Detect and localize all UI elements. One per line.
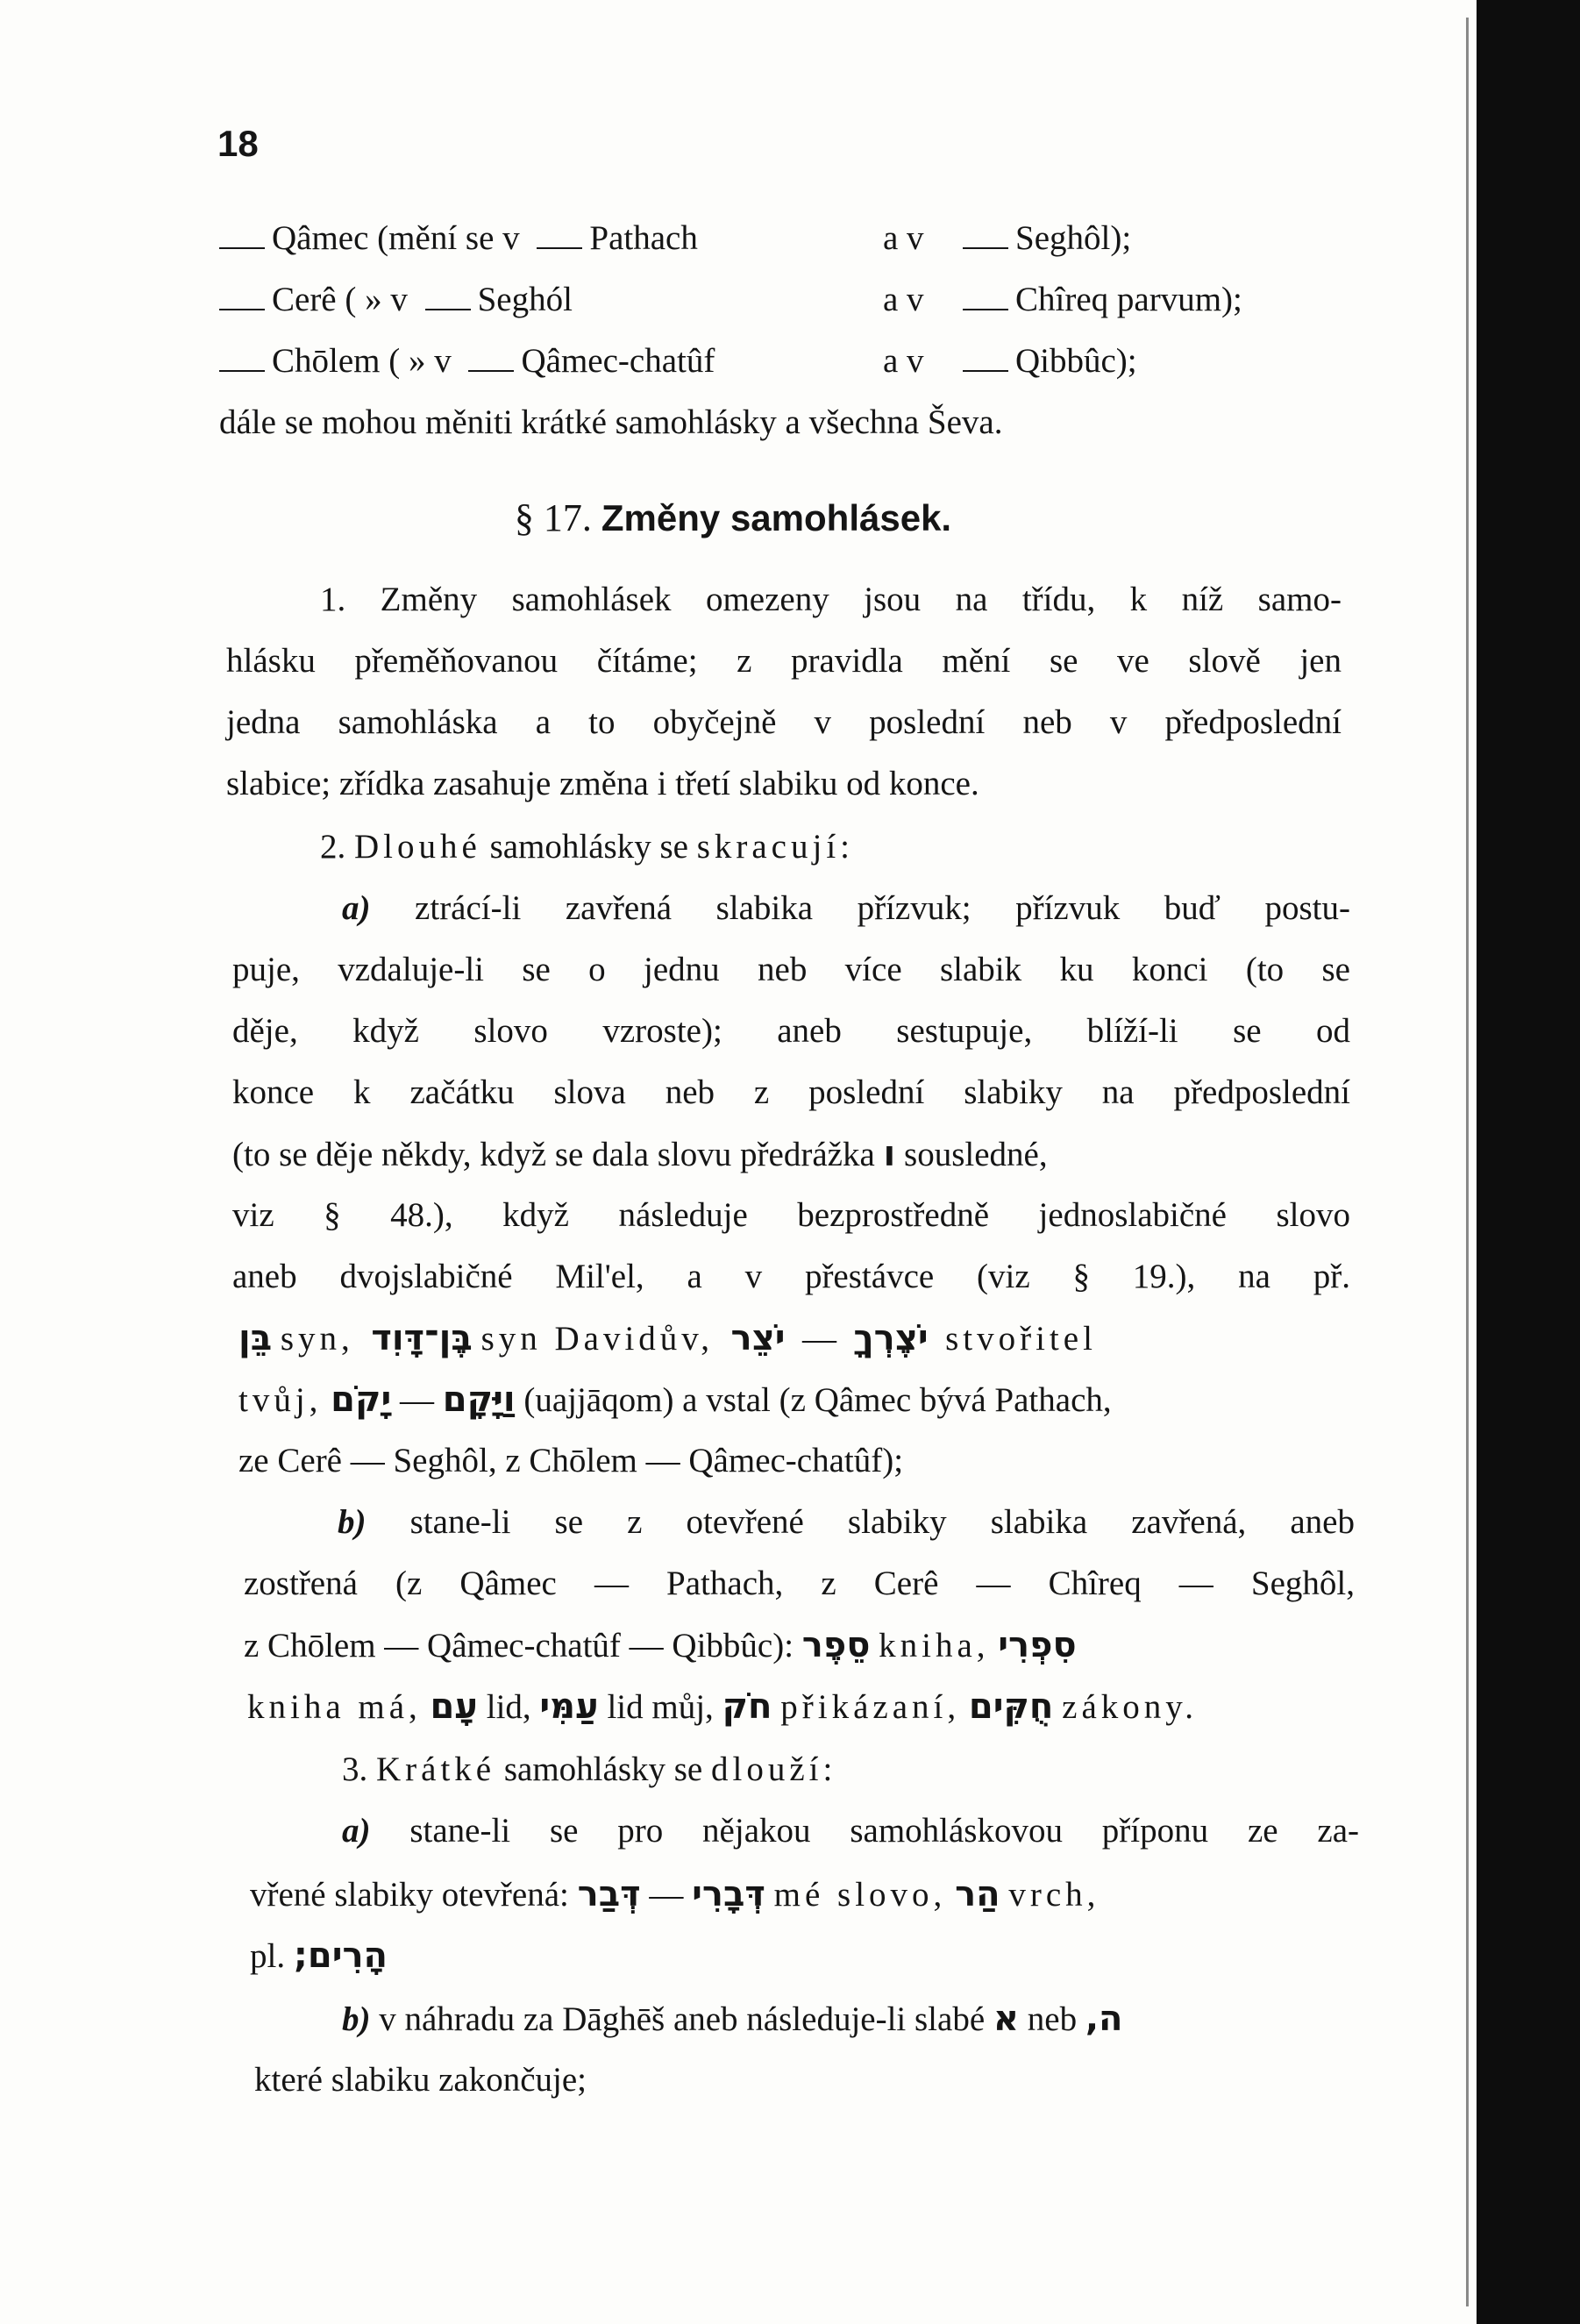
paragraph-line: (to se děje někdy, když se dala slovu předrážka ו sousledné, <box>232 1134 1048 1174</box>
paragraph-line: aneb dvojslabičné Mil'el, a v přestávce (viz § 19.), na př. <box>232 1258 1350 1295</box>
paragraph-line: a) ztrácí-li zavřená slabika přízvuk; přízvuk buď postu- <box>342 889 1351 927</box>
vowel-rule-tail: dále se mohou měniti krátké samohlásky a všechna Ševa. <box>219 403 1003 441</box>
paragraph-line: a) stane-li se pro nějakou samohláskovou příponu ze za- <box>342 1812 1360 1850</box>
subsection-heading: 2. Dlouhé samohlásky se skracují: <box>320 828 854 866</box>
vowel-rule-row: Cerê ( » v Seghól a v Chîreq parvum); <box>219 279 1359 321</box>
paragraph-line: viz § 48.), když následuje bezprostředně jednoslabičné slovo <box>232 1196 1350 1234</box>
paragraph-line: b) stane-li se z otevřené slabiky slabika zavřená, aneb <box>338 1503 1355 1541</box>
paragraph-line: puje, vzdaluje-li se o jednu neb více slabik ku konci (to se <box>232 951 1350 988</box>
example-line: z Chōlem — Qâmec-chatûf — Qibbûc): סֵפֶר kniha, סִפְרִי <box>244 1625 1077 1665</box>
paragraph-line: b) v náhradu za Dāghēš aneb následuje-li slabé א neb ה, <box>342 1999 1123 2039</box>
page-number: 18 <box>217 123 259 164</box>
vowel-rule-row: Chōlem ( » v Qâmec-chatûf a v Qibbûc); <box>219 340 1359 382</box>
paragraph-line: zostřená (z Qâmec — Pathach, z Cerê — Chîreq — Seghôl, <box>244 1565 1355 1602</box>
example-line: בֵּן syn, בֶּן־דָּוִד syn Davidův, יֹצֵר — יֹצֶרְךָ stvořitel <box>238 1318 1097 1358</box>
paragraph-line: konce k začátku slova neb z poslední slabiky na předposlední <box>232 1073 1350 1111</box>
example-line: tvůj, יָקֹם — וַיָּקָם (uajjāqom) a vstal (z Qâmec bývá Pathach, <box>238 1379 1112 1420</box>
vowel-rule-row: Qâmec (mění se v Pathach a v Seghôl); <box>219 217 1359 260</box>
paragraph-line: 1. Změny samohlásek omezeny jsou na třídu, k níž samo- <box>320 581 1342 618</box>
example-line: pl. הָרִים; <box>250 1935 388 1976</box>
paragraph-line: hlásku přeměňovanou čítáme; z pravidla mění se ve slově jen <box>226 642 1342 680</box>
paragraph-line: děje, když slovo vzroste); aneb sestupuje, blíží-li se od <box>232 1012 1350 1050</box>
paragraph-line: ze Cerê — Seghôl, z Chōlem — Qâmec-chatûf); <box>238 1442 904 1479</box>
paragraph-line: slabice; zřídka zasahuje změna i třetí slabiku od konce. <box>226 765 979 802</box>
section-heading: § 17. Změny samohlásek. <box>514 496 952 539</box>
example-line: kniha má, עָם lid, עַמִּי lid můj, חֹק přikázaní, חֻקִּים zákony. <box>247 1686 1198 1727</box>
page-edge-shadow <box>1477 0 1580 2324</box>
paragraph-line: jedna samohláska a to obyčejně v poslední neb v předposlední <box>226 703 1342 741</box>
binding-line <box>1466 18 1469 2306</box>
example-line: vřené slabiky otevřená: דְּבַר — דְּבָרִי mé slovo, הַר vrch, <box>250 1874 1100 1914</box>
subsection-heading: 3. Krátké samohlásky se dlouží: <box>342 1750 837 1788</box>
paragraph-line: které slabiku zakončuje; <box>254 2061 587 2099</box>
